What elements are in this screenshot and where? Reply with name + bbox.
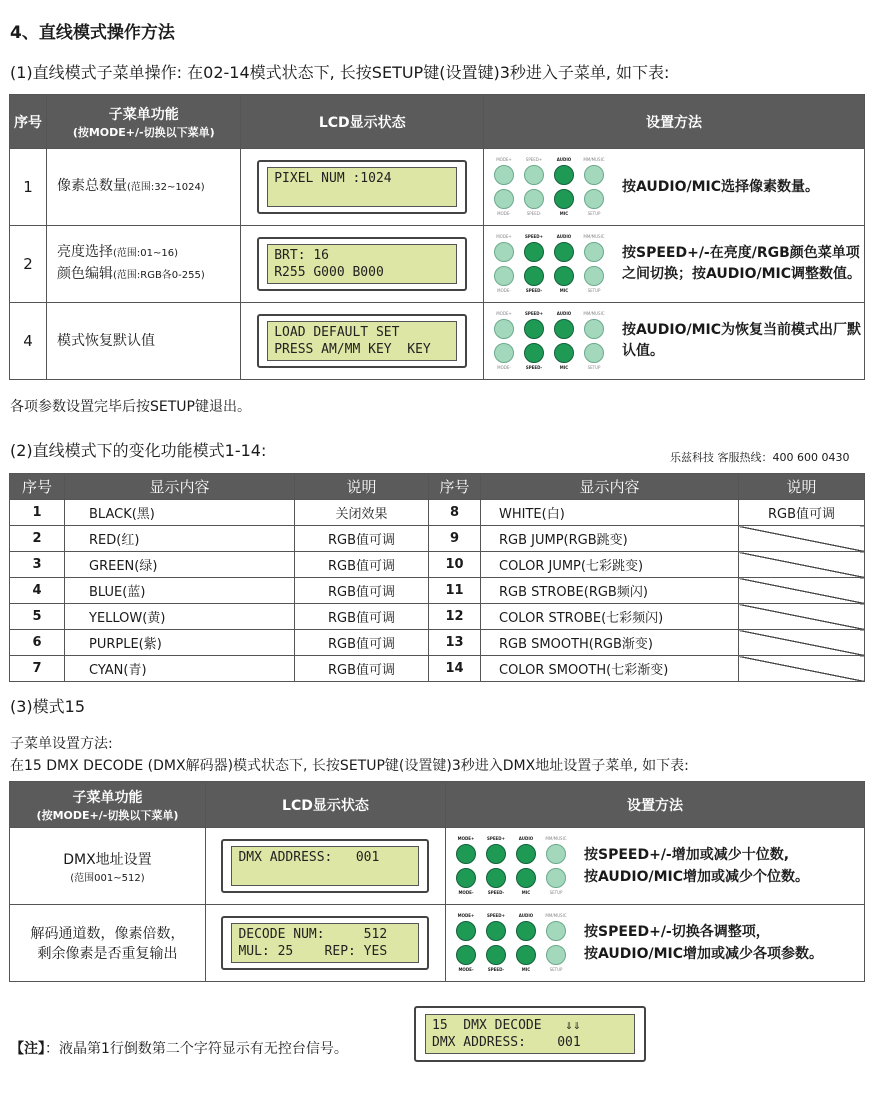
row-method: MODE+ SPEED+ AUDIO MM/MUSIC MODE- SPEED- MIC SETUP 按AUDIO/MIC为恢复当前模式出厂默认值。 [484,303,865,380]
mode-content: RGB JUMP(RGB跳变) [481,526,739,552]
mode-note: RGB值可调 [295,604,429,630]
mode-content: WHITE(白) [481,500,739,526]
table-row [10,149,865,226]
key-button [554,242,574,262]
col-lcd: LCD显示状态 [241,95,484,149]
sub3-title: (3)模式15 [10,697,86,716]
mode-number: 4 [10,578,65,604]
row-method: MODE+ SPEED+ AUDIO MM/MUSIC MODE- SPEED- MIC SETUP 按AUDIO/MIC选择像素数量。 [484,149,865,226]
mode-content: RGB STROBE(RGB频闪) [481,578,739,604]
mode-note: RGB值可调 [295,552,429,578]
row-lcd [241,226,484,303]
table-row [10,905,865,982]
col-no: 序号 [10,95,47,149]
key-button [546,921,566,941]
keypad [490,311,608,371]
table-row [10,500,865,526]
table-row [10,303,865,380]
col-no: 序号 [10,474,65,500]
mode-note: RGB值可调 [295,656,429,682]
mode-note [739,578,865,604]
mode-note [739,656,865,682]
key-button [554,189,574,209]
key-label: SPEED+ [487,913,505,918]
section-title: 4、直线模式操作方法 [10,23,175,43]
lcd-display: BRT: 16 R255 G000 B000 [267,244,457,284]
key-label: MODE- [497,288,511,293]
mode-content: CYAN(青) [65,656,295,682]
key-label: MIC [559,211,569,216]
mode-note: RGB值可调 [739,500,865,526]
mode-note: 关闭效果 [295,500,429,526]
key-button [546,844,566,864]
mode-number: 12 [429,604,481,630]
mode-content: COLOR SMOOTH(七彩渐变) [481,656,739,682]
row-lcd [205,905,445,982]
note-lcd-frame [414,1006,646,1062]
key-label: MM/MUSIC [583,311,605,316]
col-func: 子菜单功能 (按MODE+/-切换以下菜单) [10,782,206,828]
mode-number: 5 [10,604,65,630]
mode-content: PURPLE(紫) [65,630,295,656]
keypad [490,234,608,294]
row-function: 亮度选择(范围:01~16) 颜色编辑(范围:RGB各0-255) [46,226,240,303]
mode-content: GREEN(绿) [65,552,295,578]
table-row [10,604,865,630]
mode-number: 2 [10,526,65,552]
key-button [494,343,514,363]
key-label: MODE- [458,890,474,895]
key-button [546,868,566,888]
key-button [554,165,574,185]
key-button [494,165,514,185]
key-label: SETUP [549,967,563,972]
table-row [10,226,865,303]
key-button [584,242,604,262]
sub3-intro: 在15 DMX DECODE (DMX解码器)模式状态下, 长按SETUP键(设置键)3秒进入DMX地址设置子菜单, 如下表: [10,758,689,774]
mode-content: BLACK(黑) [65,500,295,526]
key-label: AUDIO [556,157,572,162]
key-button [524,189,544,209]
mode-number: 11 [429,578,481,604]
col-method: 设置方法 [484,95,865,149]
row-number: 1 [10,149,47,226]
key-label: SPEED- [487,890,505,895]
col-content: 显示内容 [481,474,739,500]
key-button [584,266,604,286]
key-label: SPEED- [526,211,542,216]
sub1-intro: (1)直线模式子菜单操作: 在02-14模式状态下, 长按SETUP键(设置键)3秒进入子菜单, 如下表: [10,63,670,82]
key-button [516,921,536,941]
sub2-title: (2)直线模式下的变化功能模式1-14: [10,441,267,460]
col-func: 子菜单功能 (按MODE+/-切换以下菜单) [46,95,240,149]
key-label: MM/MUSIC [545,913,567,918]
key-button [584,165,604,185]
key-label: MIC [559,288,569,293]
key-label: MIC [559,365,569,370]
key-label: SETUP [587,365,601,370]
key-button [524,319,544,339]
key-button [554,343,574,363]
table-row [10,578,865,604]
key-button [584,343,604,363]
key-button [456,868,476,888]
key-button [554,319,574,339]
key-label: MM/MUSIC [583,234,605,239]
mode-note: RGB值可调 [295,526,429,552]
key-label: SPEED- [525,288,543,293]
mode-note [739,526,865,552]
lcd-display: DECODE NUM: 512 MUL: 25 REP: YES [231,923,419,963]
key-label: SPEED- [525,365,543,370]
col-no: 序号 [429,474,481,500]
key-label: MODE+ [457,836,475,841]
mode-note: RGB值可调 [295,578,429,604]
mode-number: 6 [10,630,65,656]
mode-content: BLUE(蓝) [65,578,295,604]
key-button [516,945,536,965]
col-method: 设置方法 [446,782,865,828]
mode-note [739,604,865,630]
key-button [524,242,544,262]
row-function: 像素总数量(范围:32~1024) [46,149,240,226]
key-button [546,945,566,965]
key-button [486,868,506,888]
lcd-display: LOAD DEFAULT SET PRESS AM/MM KEY KEY [267,321,457,361]
mode-number: 1 [10,500,65,526]
mode-content: RGB SMOOTH(RGB渐变) [481,630,739,656]
key-button [494,319,514,339]
lcd-display: DMX ADDRESS: 001 [231,846,419,886]
row-method: MODE+ SPEED+ AUDIO MM/MUSIC MODE- SPEED- MIC SETUP 按SPEED+/-切换各调整项， 按AUDIO/MIC增加或减少各项参数。 [446,905,865,982]
key-button [554,266,574,286]
mode-number: 13 [429,630,481,656]
submenu-table [9,94,865,380]
key-label: AUDIO [518,836,534,841]
mode-number: 10 [429,552,481,578]
key-button [486,844,506,864]
key-button [456,844,476,864]
lcd-display: 15 DMX DECODE ⇓⇓ DMX ADDRESS: 001 [425,1014,635,1054]
row-function: 模式恢复默认值 [46,303,240,380]
key-button [456,921,476,941]
mode-note [739,630,865,656]
key-label: AUDIO [556,311,572,316]
note-text: 【注】：液晶第1行倒数第二个字符显示有无控台信号。 [10,1041,348,1057]
mode-number: 3 [10,552,65,578]
key-label: SETUP [587,211,601,216]
keypad [452,913,570,973]
sub1-footer: 各项参数设置完毕后按SETUP键退出。 [10,399,251,415]
mode-number: 7 [10,656,65,682]
row-method: MODE+ SPEED+ AUDIO MM/MUSIC MODE- SPEED- MIC SETUP 按SPEED+/-在亮度/RGB颜色菜单项之间切换；按AUDIO/MIC调整数值。 [484,226,865,303]
key-label: MODE+ [457,913,475,918]
key-label: SPEED+ [525,311,543,316]
modes-table [9,473,865,682]
table-row [10,656,865,682]
row-number: 2 [10,226,47,303]
mode-content: COLOR STROBE(七彩频闪) [481,604,739,630]
table-row [10,526,865,552]
key-button [524,165,544,185]
key-label: MM/MUSIC [545,836,567,841]
key-label: MODE- [458,967,474,972]
table-row [10,552,865,578]
mode-content: RED(红) [65,526,295,552]
key-button [486,945,506,965]
key-button [494,242,514,262]
dmx-table [9,781,865,982]
key-label: MM/MUSIC [583,157,605,162]
row-lcd [241,303,484,380]
col-note: 说明 [295,474,429,500]
row-method: MODE+ SPEED+ AUDIO MM/MUSIC MODE- SPEED- MIC SETUP 按SPEED+/-增加或减少十位数, 按AUDIO/MIC增加或减少个位数。 [446,828,865,905]
lcd-display: PIXEL NUM :1024 [267,167,457,207]
key-button [584,319,604,339]
key-button [516,868,536,888]
key-button [524,266,544,286]
col-lcd: LCD显示状态 [205,782,445,828]
sub3-subtitle: 子菜单设置方法: [10,736,113,752]
col-note: 说明 [739,474,865,500]
mode-content: COLOR JUMP(七彩跳变) [481,552,739,578]
key-label: SPEED- [487,967,505,972]
key-label: SPEED+ [525,234,543,239]
mode-number: 8 [429,500,481,526]
key-label: MODE+ [496,234,512,239]
row-function: DMX地址设置 (范围001~512) [10,828,206,905]
key-label: MIC [521,967,531,972]
key-label: SPEED+ [487,836,505,841]
col-content: 显示内容 [65,474,295,500]
mode-note: RGB值可调 [295,630,429,656]
key-label: SPEED+ [525,157,543,162]
key-label: SETUP [549,890,563,895]
key-label: MIC [521,890,531,895]
mode-note [739,552,865,578]
key-button [516,844,536,864]
key-button [456,945,476,965]
key-label: MODE+ [496,311,512,316]
key-label: SETUP [587,288,601,293]
key-label: AUDIO [556,234,572,239]
keypad [490,157,608,217]
key-button [486,921,506,941]
key-button [584,189,604,209]
table-row [10,630,865,656]
key-label: MODE+ [496,157,512,162]
row-number: 4 [10,303,47,380]
key-button [524,343,544,363]
row-function: 解码通道数，像素倍数， 剩余像素是否重复输出 [10,905,206,982]
row-lcd [205,828,445,905]
keypad [452,836,570,896]
key-label: AUDIO [518,913,534,918]
key-button [494,266,514,286]
mode-number: 14 [429,656,481,682]
row-lcd [241,149,484,226]
hotline: 乐兹科技 客服热线：400 600 0430 [670,451,850,464]
table-row [10,828,865,905]
key-label: MODE- [497,365,511,370]
key-button [494,189,514,209]
mode-content: YELLOW(黄) [65,604,295,630]
mode-number: 9 [429,526,481,552]
key-label: MODE- [497,211,511,216]
